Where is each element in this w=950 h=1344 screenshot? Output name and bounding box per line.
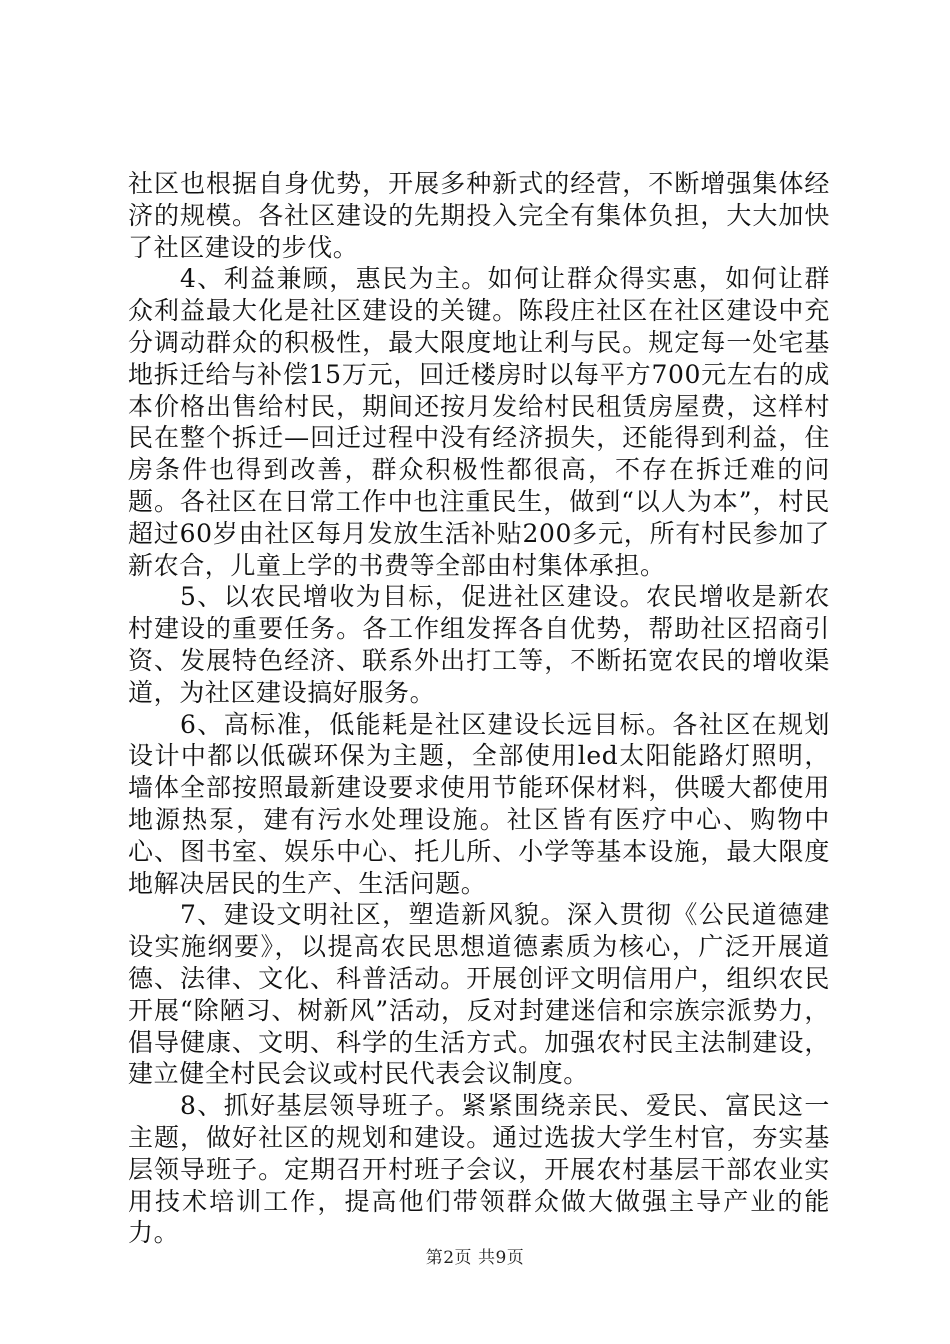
document-body: [128, 168, 830, 1249]
paragraph-item-8: 8、抓好基层领导班子。紧紧围绕亲民、爱民、富民这一主题，做好社区的规划和建设。通过选拔大学生村官，夯实基层领导班子。定期召开村班子会议，开展农村基层干部农业实用技术培训工作，提高他们带领群众做大做强主导产业的能力。: [128, 1091, 830, 1248]
paragraph-item-7: 7、建设文明社区，塑造新风貌。深入贯彻《公民道德建设实施纲要》，以提高农民思想道德素质为核心，广泛开展道德、法律、文化、科普活动。开展创评文明信用户，组织农民开展“除陋习、树新风”活动，反对封建迷信和宗族宗派势力，倡导健康、文明、科学的生活方式。加强农村民主法制建设，建立健全村民会议或村民代表会议制度。: [128, 900, 830, 1089]
paragraph-continuation: 社区也根据自身优势，开展多种新式的经营，不断增强集体经济的规模。各社区建设的先期投入完全有集体负担，大大加快了社区建设的步伐。: [128, 169, 830, 262]
paragraph-item-6: 6、高标准，低能耗是社区建设长远目标。各社区在规划设计中都以低碳环保为主题，全部使用led太阳能路灯照明，墙体全部按照最新建设要求使用节能环保材料，供暖大都使用地源热泵，建有污水处理设施。社区皆有医疗中心、购物中心、图书室、娱乐中心、托儿所、小学等基本设施，最大限度地解决居民的生产、生活问题。: [128, 709, 830, 898]
paragraph-item-5: 5、以农民增收为目标，促进社区建设。农民增收是新农村建设的重要任务。各工作组发挥各自优势，帮助社区招商引资、发展特色经济、联系外出打工等，不断拓宽农民的增收渠道，为社区建设搞好服务。: [128, 582, 830, 707]
page-footer: 第2页 共9页: [425, 1248, 525, 1268]
paragraph-item-4: 4、利益兼顾，惠民为主。如何让群众得实惠，如何让群众利益最大化是社区建设的关键。陈段庄社区在社区建设中充分调动群众的积极性，最大限度地让利与民。规定每一处宅基地拆迁给与补偿15万元，回迁楼房时以每平方700元左右的成本价格出售给村民，期间还按月发给村民租赁房屋费，这样村民在整个拆迁—回迁过程中没有经济损失，还能得到利益，住房条件也得到改善，群众积极性都很高，不存在拆迁难的问题。各社区在日常工作中也注重民生，做到“以人为本”，村民超过60岁由社区每月发放生活补贴200多元，所有村民参加了新农合，儿童上学的书费等全部由村集体承担。: [128, 264, 830, 580]
